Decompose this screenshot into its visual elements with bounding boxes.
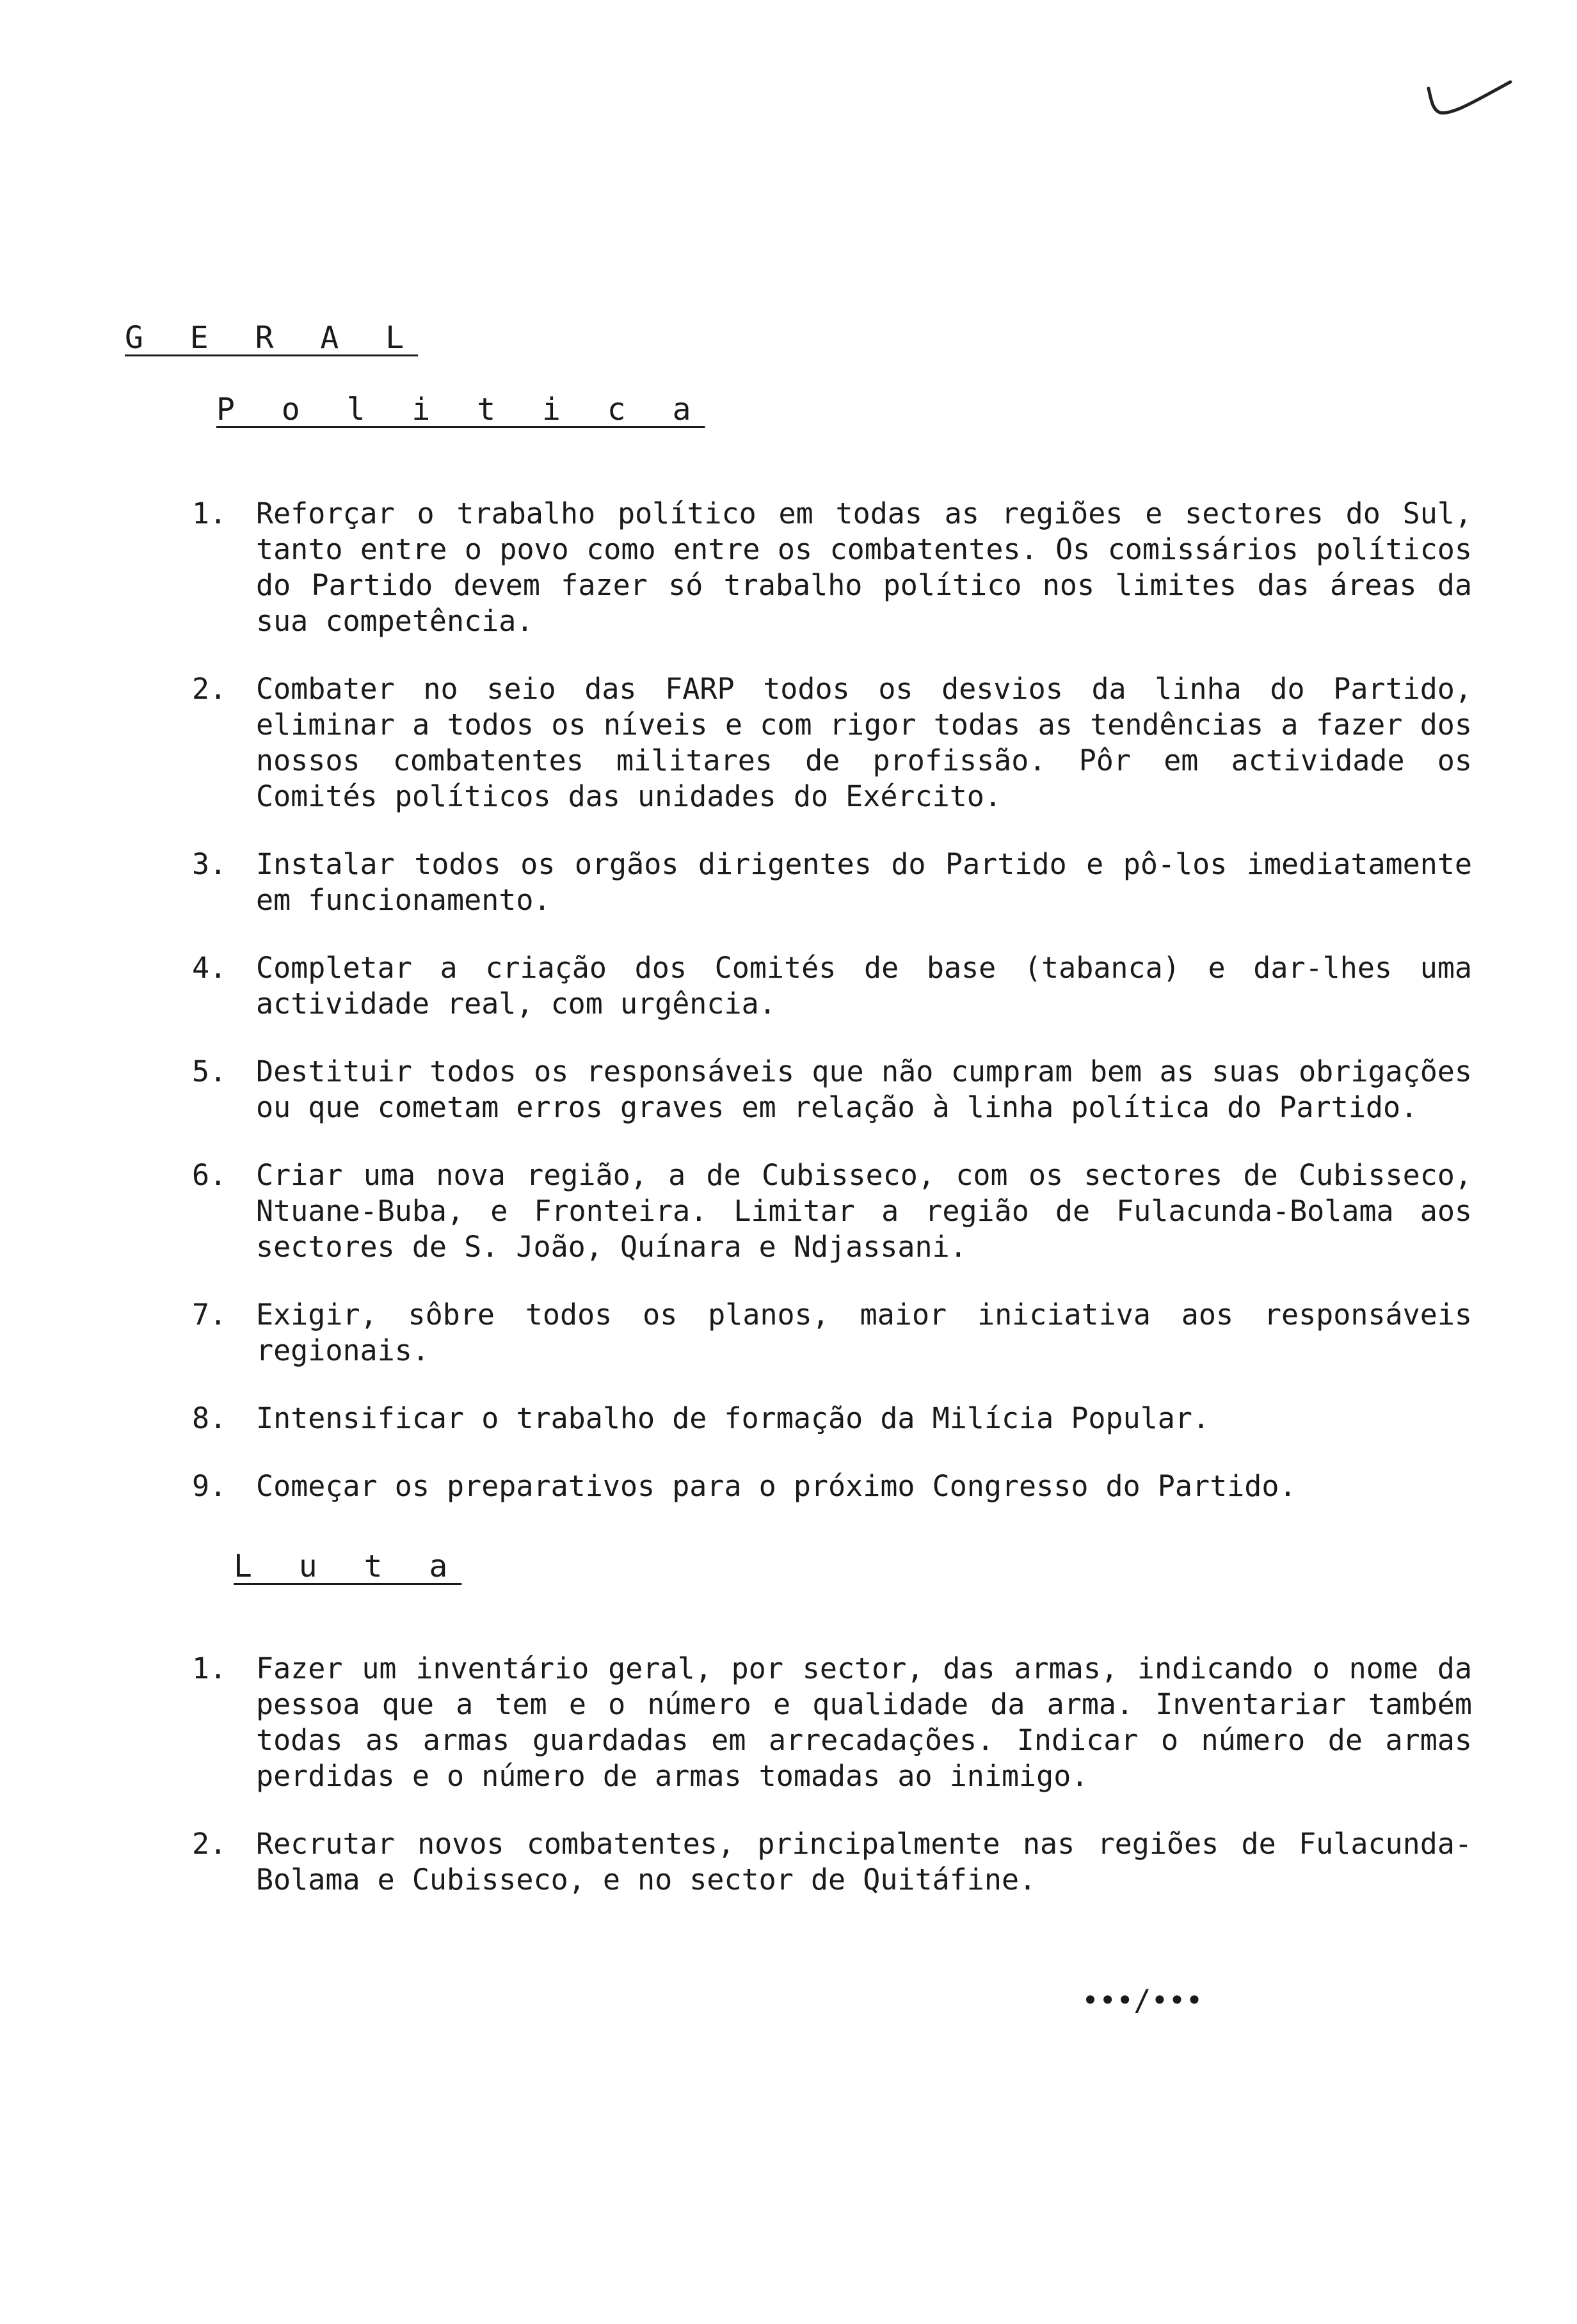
- item-number: 2.: [192, 1827, 227, 1861]
- item-number: 1.: [192, 497, 227, 530]
- list-item: [192, 1401, 1472, 1437]
- section-title-politica: P o l i t i c a: [216, 392, 705, 427]
- item-number: 6.: [192, 1158, 227, 1192]
- item-text: Combater no seio das FARP todos os desvios da linha do Partido, eliminar a todos os níveis e com rigor todas as tendências a fazer dos nossos combatentes militares de profissão. Pôr em actividade os Comités políticos das unidades do Exército.: [256, 672, 1472, 813]
- item-number: 2.: [192, 672, 227, 706]
- item-text: Criar uma nova região, a de Cubisseco, com os sectores de Cubisseco, Ntuane-Buba, e Fronteira. Limitar a região de Fulacunda-Bolama aos sectores de S. João, Quínara e Ndjassani.: [256, 1158, 1472, 1264]
- list-item: [192, 1054, 1472, 1126]
- section-title-luta: L u t a: [234, 1548, 462, 1584]
- list-item: [192, 950, 1472, 1022]
- item-text: Exigir, sôbre todos os planos, maior iniciativa aos responsáveis regionais.: [256, 1298, 1472, 1367]
- luta-list: [192, 1651, 1472, 1930]
- list-item: [192, 1468, 1472, 1504]
- list-item: [192, 1826, 1472, 1898]
- item-text: Recrutar novos combatentes, principalmente nas regiões de Fulacunda-Bolama e Cubisseco, e no sector de Quitáfine.: [256, 1827, 1472, 1897]
- item-text: Destituir todos os responsáveis que não cumpram bem as suas obrigações ou que cometam erros graves em relação à linha política do Partido.: [256, 1055, 1472, 1124]
- item-text: Intensificar o trabalho de formação da Milícia Popular.: [256, 1401, 1210, 1435]
- list-item: [192, 1297, 1472, 1369]
- item-number: 1.: [192, 1651, 227, 1685]
- item-number: 4.: [192, 951, 227, 985]
- list-item: [192, 1158, 1472, 1265]
- politica-list: [192, 496, 1472, 1536]
- item-text: Começar os preparativos para o próximo Congresso do Partido.: [256, 1469, 1297, 1503]
- item-number: 5.: [192, 1055, 227, 1088]
- item-text: Instalar todos os orgãos dirigentes do Partido e pô-los imediatamente em funcionamento.: [256, 847, 1472, 917]
- item-number: 3.: [192, 847, 227, 881]
- list-item: [192, 496, 1472, 639]
- item-text: Completar a criação dos Comités de base (tabanca) e dar-lhes uma actividade real, com urgência.: [256, 951, 1472, 1021]
- item-number: 7.: [192, 1298, 227, 1332]
- document-heading: G E R A L: [125, 320, 419, 356]
- item-number: 8.: [192, 1401, 227, 1435]
- item-text: Fazer um inventário geral, por sector, das armas, indicando o nome da pessoa que a tem e o número e qualidade da arma. Inventariar também todas as armas guardadas em arrecadações. Indicar o número de armas perdidas e o número de armas tomadas ao inimigo.: [256, 1651, 1472, 1793]
- page-continuation-mark: •••/•••: [1082, 1984, 1203, 2018]
- list-item: [192, 847, 1472, 918]
- list-item: [192, 1651, 1472, 1794]
- list-item: [192, 671, 1472, 815]
- handwritten-check-mark: [1414, 70, 1517, 128]
- item-number: 9.: [192, 1469, 227, 1503]
- item-text: Reforçar o trabalho político em todas as regiões e sectores do Sul, tanto entre o povo como entre os combatentes. Os comissários políticos do Partido devem fazer só trabalho político nos limites das áreas da sua competência.: [256, 497, 1472, 638]
